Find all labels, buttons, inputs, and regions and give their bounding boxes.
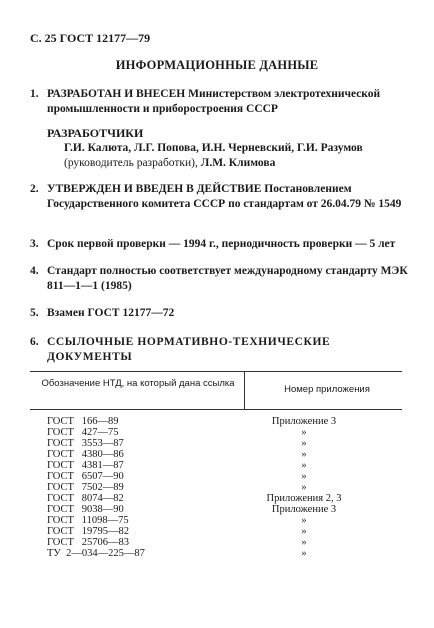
table-row [0, 438, 434, 449]
section-6-text: ССЫЛОЧНЫЕ НОРМАТИВНО-ТЕХНИЧЕСКИЕ ДОКУМЕНТЫ [47, 336, 331, 363]
table-row [0, 526, 434, 537]
table-cell-appendix: Приложения 2, 3 [266, 493, 342, 504]
section-6-number: 6. [30, 336, 39, 348]
table-cell-appendix: » [301, 548, 307, 559]
table-header-ntd: Обозначение НТД, на который дана ссылка [41, 378, 235, 389]
table-cell-ntd: ГОСТ 3553—87 [47, 438, 124, 449]
section-3 [30, 237, 410, 252]
section-2-number: 2. [30, 183, 39, 195]
developers-names: Г.И. Калюта, Л.Г. Попова, И.Н. Черневский, Г.И. Разумов [64, 142, 363, 154]
table-row [0, 482, 434, 493]
table-column-divider [244, 371, 245, 409]
table-cell-ntd: ГОСТ 166—89 [47, 416, 119, 427]
section-1-lead: РАЗРАБОТАН И ВНЕСЕН [47, 88, 186, 100]
page-title: ИНФОРМАЦИОННЫЕ ДАННЫЕ [115, 58, 319, 72]
table-cell-ntd: ГОСТ 4381—87 [47, 460, 124, 471]
table-cell-appendix: Приложение 3 [271, 504, 337, 515]
table-row [0, 493, 434, 504]
table-cell-appendix: » [301, 438, 307, 449]
section-2-text: Постановлением Государственного комитета СССР по стандартам от 26.04.79 № 1549 [47, 183, 402, 210]
developers-heading: РАЗРАБОТЧИКИ [47, 126, 144, 140]
table-header-rule [30, 409, 402, 410]
table-cell-ntd: ТУ 2—034—225—87 [47, 548, 145, 559]
table-cell-appendix: » [301, 471, 307, 482]
section-2 [30, 182, 410, 212]
table-row [0, 449, 434, 460]
section-1-number: 1. [30, 88, 39, 100]
section-6 [30, 335, 398, 365]
section-1-text: Министерством электротехнической промышленности и приборостроения СССР [47, 88, 381, 115]
table-row [0, 427, 434, 438]
table-cell-ntd: ГОСТ 6507—90 [47, 471, 124, 482]
table-cell-appendix: » [301, 515, 307, 526]
table-row [0, 515, 434, 526]
table-cell-appendix: » [301, 449, 307, 460]
table-cell-ntd: ГОСТ 8074—82 [47, 493, 124, 504]
table-cell-ntd: ГОСТ 19795—82 [47, 526, 130, 537]
table-row [0, 548, 434, 559]
section-3-text: Срок первой проверки — 1994 г., периодичность проверки — 5 лет [47, 238, 396, 250]
table-header-appendix: Номер приложения [284, 384, 370, 395]
section-1 [30, 87, 410, 117]
section-5-number: 5. [30, 307, 39, 319]
table-cell-ntd: ГОСТ 4380—86 [47, 449, 124, 460]
table-cell-ntd: ГОСТ 11098—75 [47, 515, 129, 526]
table-cell-appendix: » [301, 526, 307, 537]
table-row [0, 537, 434, 548]
section-5-text: Взамен ГОСТ 12177—72 [47, 307, 175, 319]
table-cell-appendix: » [301, 537, 307, 548]
section-5 [30, 306, 410, 321]
developers-last: Л.М. Климова [197, 157, 276, 169]
table-row [0, 471, 434, 482]
table-cell-ntd: ГОСТ 427—75 [47, 427, 119, 438]
developers-role: (руководитель разработки), [64, 157, 198, 169]
table-cell-ntd: ГОСТ 25706—83 [47, 537, 130, 548]
table-row [0, 460, 434, 471]
table-cell-appendix: » [301, 482, 307, 493]
section-3-number: 3. [30, 238, 39, 250]
section-2-lead: УТВЕРЖДЕН И ВВЕДЕН В ДЕЙСТВИЕ [47, 183, 262, 195]
table-cell-appendix: » [301, 427, 307, 438]
table-top-rule [30, 371, 402, 372]
section-4 [30, 264, 410, 294]
table-cell-appendix: » [301, 460, 307, 471]
section-4-number: 4. [30, 265, 39, 277]
section-4-text: Стандарт полностью соответствует международному стандарту МЭК 811—1—1 (1985) [47, 265, 408, 292]
table-cell-appendix: Приложение 3 [271, 416, 337, 427]
table-cell-ntd: ГОСТ 7502—89 [47, 482, 124, 493]
table-cell-ntd: ГОСТ 9038—90 [47, 504, 124, 515]
table-row [0, 504, 434, 515]
table-row [0, 416, 434, 427]
page-header: С. 25 ГОСТ 12177—79 [30, 31, 151, 45]
developers-list [64, 141, 404, 171]
